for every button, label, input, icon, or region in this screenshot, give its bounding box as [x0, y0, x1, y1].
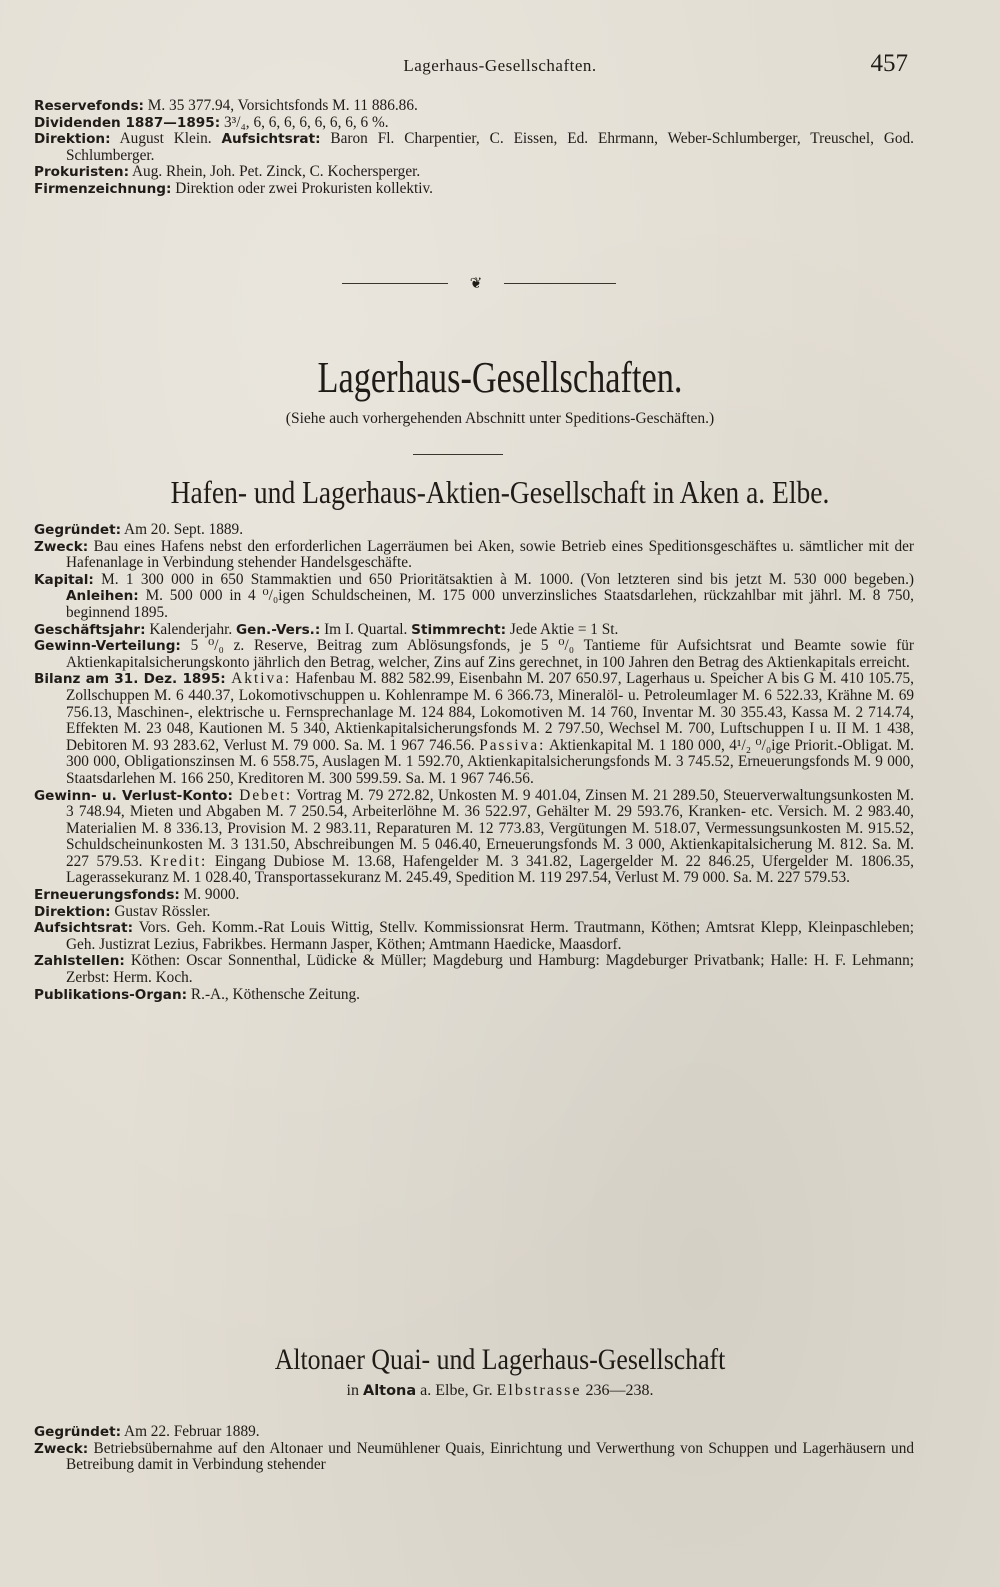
entry-gewinn-verteilung: Gewinn-Verteilung: 5 ⁰/₀ z. Reserve, Beitrag zum Ablösungsfonds, je 5 ⁰/₀ Tantieme für Aufsichtsrat und Beamte sowie für Aktienkapitalsicherungskonto jährlich den Betrag, welcher, Zins auf Zins gerechnet, in 100 Jahren den Betrag des Aktienkapitals erreicht.: [34, 637, 914, 671]
entry-direktion-aufsichtsrat: Direktion: August Klein. Aufsichtsrat: Baron Fl. Charpentier, C. Eissen, Ed. Ehrmann, Weber-Schlumberger, Treuschel, God. Schlumberger.: [34, 130, 914, 164]
company-entries-aken: [34, 522, 914, 1003]
company-location-altona: in Altona a. Elbe, Gr. Elbstrasse 236—238.: [346, 1382, 654, 1399]
entry-prokuristen: Prokuristen: Aug. Rhein, Joh. Pet. Zinck, C. Kochersperger.: [34, 163, 421, 181]
separator-line-left: [342, 283, 448, 284]
entry-reservefonds: Reservefonds: M. 35 377.94, Vorsichtsfonds M. 11 886.86.: [34, 97, 418, 114]
entry-zahlstellen: Zahlstellen: Köthen: Oscar Sonnenthal, Lüdicke & Müller; Magdeburg und Hamburg: Magdeburger Privatbank; Halle: H. F. Lehmann; Zerbst: Herm. Koch.: [34, 952, 914, 987]
entry-firmenzeichnung: Firmenzeichnung: Direktion oder zwei Prokuristen kollektiv.: [34, 179, 434, 197]
entry-geschaeftsjahr: Geschäftsjahr: Kalenderjahr. Gen.-Vers.: Im I. Quartal. Stimmrecht: Jede Aktie = 1 St.: [34, 620, 619, 638]
entry-zweck-altona: Zweck: Betriebsübernahme auf den Altonaer und Neumühlener Quais, Einrichtung und Verwerthung von Schuppen und Lagerhäusern und Betreibung damit in Verbindung stehender: [34, 1439, 914, 1474]
company-heading-altona: Altonaer Quai- und Lagerhaus-Gesellschaft: [274, 1343, 726, 1376]
company-heading-aken: Hafen- und Lagerhaus-Aktien-Gesellschaft in Aken a. Elbe.: [170, 474, 830, 510]
company-entries-altona: [34, 1424, 914, 1474]
ornamental-separator: [0, 276, 1000, 290]
entry-bilanz: Bilanz am 31. Dez. 1895: Aktiva: Hafenbau M. 882 582.99, Eisenbahn M. 207 650.97, Lagerhaus u. Speicher A bis G M. 410 105.75, Zollschuppen M. 6 440.37, Lokomotivschuppen u. Kohlenrampe M. 6 366.73, Mineralöl- u. Petroleumlager M. 6 522.33, Krähne M. 69 756.13, Maschinen-, elektrische u. Fernsprechanlage M. 124 884, Lokomotiven M. 14 760, Inventar M. 30 355.43, Kassa M. 2 714.74, Effekten M. 23 048, Kautionen M. 5 340, Aktienkapitalsicherungsfonds M. 2 797.50, Wechsel M. 700, Luftschuppen I u. II M. 1 438, Debitoren M. 93 283.62, Verlust M. 79 000. Sa. M. 1 967 746.56. Passiva: Aktienkapital M. 1 180 000, 4¹/₂ ⁰/₀ige Priorit.-Obligat. M. 300 000, Obligationszinsen M. 6 558.75, Auslagen M. 1 592.70, Aktienkapitalsicherungsfonds M. 3 745.52, Erneuerungsfonds M. 9 000, Staatsdarlehen M. 166 250, Kreditoren M. 300 599.59. Sa. M. 1 967 746.56.: [34, 670, 914, 787]
entry-direktion: Direktion: Gustav Rössler.: [34, 902, 211, 920]
entry-zweck: Zweck: Bau eines Hafens nebst den erforderlichen Lagerräumen bei Aken, sowie Betrieb eines Speditionsgeschäftes u. sämtlicher mit der Hafenanlage in Verbindung stehender Handelsgeschäfte.: [34, 537, 914, 572]
entry-erneuerungsfonds: Erneuerungsfonds: M. 9000.: [34, 886, 240, 904]
entry-dividenden: Dividenden 1887—1895: 3³/₄, 6, 6, 6, 6, 6, 6, 6, 6 %.: [34, 113, 389, 131]
separator-line-right: [504, 283, 616, 284]
ornament-icon: ❦: [469, 276, 483, 292]
running-head: Lagerhaus-Gesellschaften.: [403, 56, 597, 75]
section-title: Lagerhaus-Gesellschaften.: [317, 353, 683, 402]
entry-gewinn-verlust-konto: Gewinn- u. Verlust-Konto: Debet: Vortrag M. 79 272.82, Unkosten M. 9 401.04, Zinsen M. 21 289.50, Steuerverwaltungsunkosten M. 3 748.94, Mieten und Abgaben M. 7 250.54, Arbeiterlöhne M. 36 522.97, Gehälter M. 29 593.76, Kranken- etc. Versich. M. 2 983.40, Materialien M. 8 336.13, Provision M. 2 983.11, Reparaturen M. 12 773.83, Vergütungen M. 518.07, Vermessungsunkosten M. 915.52, Schuldscheinunkosten M. 3 131.50, Abschreibungen M. 5 046.40, Erneuerungsfonds M. 3 000, Aktienkapitalsicherung M. 812. Sa. M. 227 579.53. Kredit: Eingang Dubiose M. 13.68, Hafengelder M. 3 341.82, Lagergelder M. 22 846.25, Ufergelder M. 1806.35, Lagerassekuranz M. 1 028.40, Transportassekuranz M. 245.49, Spedition M. 119 297.54, Verlust M. 79 000. Sa. M. 227 579.53.: [34, 786, 914, 887]
page-header: [0, 50, 1000, 90]
entry-gegruendet: Gegründet: Am 20. Sept. 1889.: [34, 521, 244, 538]
entry-gegruendet-altona: Gegründet: Am 22. Februar 1889.: [34, 1423, 260, 1440]
previous-company-tail: [34, 98, 914, 198]
section-note: (Siehe auch vorhergehenden Abschnitt unter Speditions-Geschäften.): [285, 410, 715, 427]
entry-kapital: Kapital: M. 1 300 000 in 650 Stammaktien und 650 Prioritätsaktien à M. 1000. (Von letzteren sind bis jetzt M. 530 000 begeben.) Anleihen: M. 500 000 in 4 ⁰/₀igen Schuldscheinen, M. 175 000 unverzinsliches Staatsdarlehen, rückzahlbar mit jährl. M. 8 750, beginnend 1895.: [34, 570, 914, 621]
entry-publikations-organ: Publikations-Organ: R.-A., Köthensche Zeitung.: [34, 985, 360, 1003]
page-number: 457: [870, 50, 908, 77]
entry-aufsichtsrat: Aufsichtsrat: Vors. Geh. Komm.-Rat Louis Wittig, Stellv. Kommissionsrat Herm. Trautmann, Köthen; Amtsrat Klepp, Kleinpaschleben; Geh. Justizrat Lezius, Fabrikbes. Hermann Jasper, Köthen; Amtmann Haedicke, Maasdorf.: [34, 919, 914, 953]
short-rule: [413, 454, 503, 455]
